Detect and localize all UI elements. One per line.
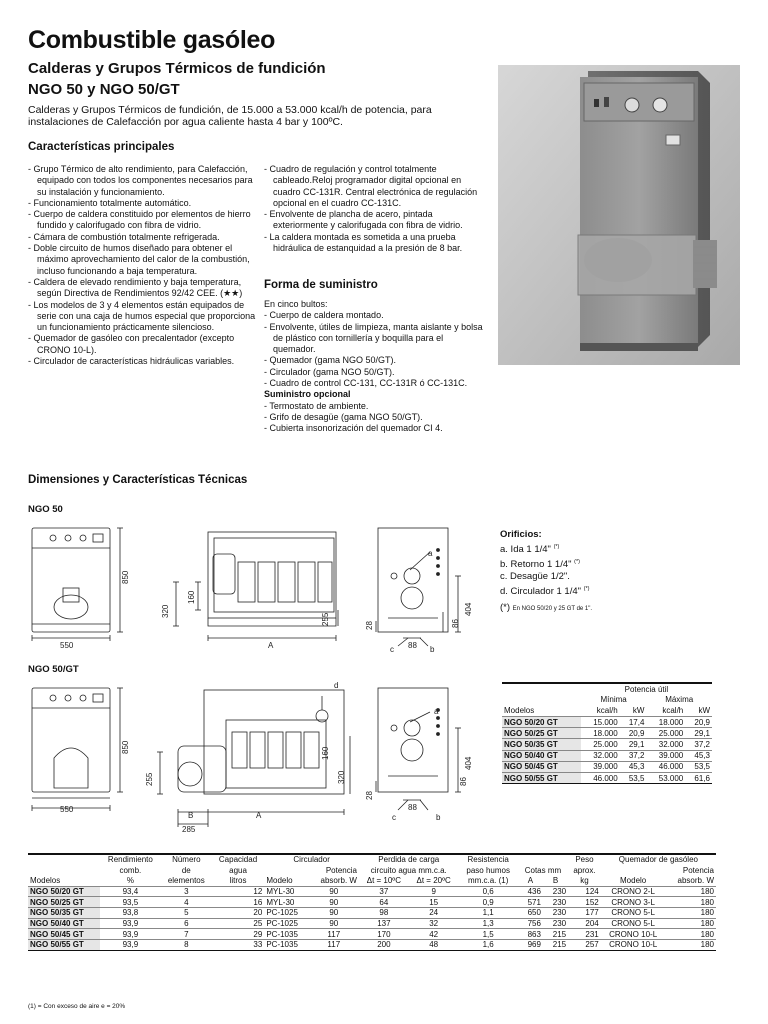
dim-285: 285 <box>182 825 196 834</box>
list-item: - Los modelos de 3 y 4 elementos están equipados de serie con una caja de humos especial que proporciona un funcionamiento prácticamente silencioso. <box>28 300 260 334</box>
value-cell: 17,4 <box>628 717 645 727</box>
dim-88: 88 <box>408 641 417 650</box>
value-cell: 1,5 <box>482 929 494 939</box>
col-header: Perdida de carga <box>378 855 440 865</box>
boiler-illustration <box>498 65 740 365</box>
main-spec-table <box>28 853 716 951</box>
value-cell: 152 <box>585 897 599 907</box>
value-cell: 650 <box>527 908 541 918</box>
value-cell: 571 <box>527 897 541 907</box>
value-cell: 53,5 <box>628 773 645 783</box>
model-cell: NGO 50/40 GT <box>28 918 100 929</box>
value-cell: 64 <box>379 897 389 907</box>
dim-550: 550 <box>60 641 74 650</box>
col-header: kW <box>698 706 710 716</box>
max-label: Máxima <box>665 695 694 705</box>
dimensions-heading: Dimensiones y Características Técnicas <box>28 474 248 486</box>
list-item: - Caldera de elevado rendimiento y baja temperatura, según Directiva de Rendimientos 92/42 CEE. (★★) <box>28 277 260 300</box>
supply-heading: Forma de suministro <box>264 279 378 291</box>
product-photo <box>498 65 740 365</box>
table-row <box>28 907 716 918</box>
value-cell: 180 <box>700 918 714 928</box>
col-header: Modelos <box>504 706 535 716</box>
col-header: Quemador de gasóleo <box>618 855 698 865</box>
dim-86: 86 <box>459 777 468 786</box>
col-header: agua <box>229 865 247 875</box>
power-table <box>502 682 712 784</box>
value-cell: 6 <box>184 918 189 928</box>
value-cell: 15 <box>429 897 439 907</box>
table-row <box>28 940 716 951</box>
value-cell: 180 <box>700 908 714 918</box>
value-cell: 230 <box>552 886 567 896</box>
list-item: - Circulador de características hidráulicas variables. <box>28 356 260 367</box>
value-cell: 4 <box>184 897 189 907</box>
model-cell: NGO 50/20 GT <box>28 886 100 897</box>
value-cell: 1,1 <box>482 908 494 918</box>
value-cell: 180 <box>700 940 714 950</box>
dim-255: 255 <box>145 772 154 786</box>
value-cell: 93,4 <box>122 886 139 896</box>
value-cell: 32.000 <box>593 751 618 761</box>
features-list-right <box>264 164 486 254</box>
dim-28: 28 <box>365 621 374 630</box>
list-item: - Cuadro de control CC-131, CC-131R ó CC-131C. <box>264 378 486 389</box>
value-cell: 46.000 <box>593 773 618 783</box>
col-header: absorb. W <box>320 875 357 885</box>
col-header: mm.c.a. (1) <box>467 875 509 885</box>
list-item: - Grupo Térmico de alto rendimiento, para Calefacción, equipado con todos los componentes necesarios para su instalación y funcionamiento. <box>28 164 260 198</box>
value-cell: 180 <box>700 929 714 939</box>
value-cell: 204 <box>585 918 599 928</box>
dim-550: 550 <box>60 805 74 814</box>
value-cell: CRONO 3-L <box>611 897 655 907</box>
value-cell: 1,3 <box>482 918 494 928</box>
ngo50gt-drawings <box>28 676 498 834</box>
value-cell: 1,6 <box>482 940 494 950</box>
value-cell: 93,5 <box>122 897 139 907</box>
dim-a: A <box>256 811 262 820</box>
value-cell: CRONO 2-L <box>611 886 655 896</box>
col-header: kcal/h <box>662 706 684 716</box>
col-header: Resistencia <box>467 855 509 865</box>
model-cell: NGO 50/45 GT <box>502 761 581 772</box>
value-cell: 20 <box>253 908 263 918</box>
value-cell: 8 <box>184 940 189 950</box>
model-cell: NGO 50/55 GT <box>502 773 581 784</box>
value-cell: 53,5 <box>694 762 710 772</box>
orifice-item: a. Ida 1 1/4" (*) <box>500 544 560 556</box>
value-cell: 177 <box>585 908 599 918</box>
col-header: B <box>552 875 559 885</box>
value-cell: 863 <box>527 929 541 939</box>
model-cell: NGO 50/45 GT <box>28 929 100 940</box>
col-header: Δt = 10ºC <box>366 875 401 885</box>
optional-list <box>264 401 486 435</box>
table-row <box>502 739 712 750</box>
dim-160: 160 <box>187 590 196 604</box>
model-cell: NGO 50/20 GT <box>502 717 581 728</box>
table-row <box>28 897 716 908</box>
dim-255: 255 <box>321 612 330 626</box>
value-cell: 257 <box>585 940 599 950</box>
model-cell: NGO 50/25 GT <box>28 897 100 908</box>
value-cell: 29 <box>253 929 263 939</box>
dim-404: 404 <box>464 602 473 616</box>
col-header: kg <box>580 875 589 885</box>
value-cell: 230 <box>552 908 567 918</box>
table-row <box>502 761 712 772</box>
value-cell: 9 <box>431 886 436 896</box>
col-header: Modelo <box>620 875 647 885</box>
col-header: Número <box>172 855 201 865</box>
orifice-item: c. Desagüe 1/2". <box>500 571 570 583</box>
intro-text: Calderas y Grupos Térmicos de fundición, de 15.000 a 53.000 kcal/h de potencia, para instalaciones de Calefacción por agua caliente hasta 4 bar y 100ºC. <box>28 104 432 128</box>
value-cell: MYL-30 <box>266 897 295 907</box>
list-item: - Doble circuito de humos diseñado para obtener el máximo aprovechamiento del calor de la combustión, incluso funcionando a baja temperatura. <box>28 243 260 277</box>
value-cell: 12 <box>253 886 263 896</box>
orifices-footnote: (*) En NGO 50/20 y 25 GT de 1". <box>500 602 593 614</box>
value-cell: 33 <box>253 940 263 950</box>
value-cell: 39.000 <box>658 751 684 761</box>
value-cell: 29,1 <box>628 740 645 750</box>
value-cell: 117 <box>327 929 341 939</box>
subtitle-range: Calderas y Grupos Térmicos de fundición <box>28 60 326 77</box>
col-header: Peso <box>575 855 594 865</box>
value-cell: 61,6 <box>694 773 710 783</box>
value-cell: CRONO 10-L <box>609 929 658 939</box>
value-cell: PC-1025 <box>266 918 298 928</box>
value-cell: 37,2 <box>694 740 710 750</box>
value-cell: 45,3 <box>628 762 645 772</box>
col-header: Capacidad <box>218 855 258 865</box>
list-item: - Cuerpo de caldera montado. <box>264 310 486 321</box>
value-cell: 231 <box>585 929 599 939</box>
label-a: a <box>428 549 433 558</box>
value-cell: 170 <box>377 929 391 939</box>
value-cell: 18.000 <box>593 728 618 738</box>
model-cell: NGO 50/35 GT <box>28 907 100 918</box>
col-header: paso humos <box>466 865 510 875</box>
ngo50-drawings <box>28 522 498 654</box>
col-header: absorb. W <box>677 875 714 885</box>
value-cell: 756 <box>527 918 541 928</box>
label-c: c <box>392 813 396 822</box>
value-cell: 93,8 <box>122 908 139 918</box>
dim-28: 28 <box>365 791 374 800</box>
table-row <box>28 918 716 929</box>
list-item: - Cámara de combustión totalmente refrigerada. <box>28 232 260 243</box>
value-cell: 124 <box>585 886 599 896</box>
value-cell: CRONO 5-L <box>611 908 655 918</box>
list-item: - Quemador de gasóleo con precalentador (excepto CRONO 10-L). <box>28 333 260 356</box>
list-item: - Termostato de ambiente. <box>264 401 486 412</box>
value-cell: 0,9 <box>482 897 494 907</box>
supply-list <box>264 310 486 389</box>
col-header: de <box>181 865 191 875</box>
table-row <box>502 717 712 728</box>
dim-160: 160 <box>321 746 330 760</box>
col-header: Potencia <box>325 865 357 875</box>
value-cell: 20,9 <box>694 717 710 727</box>
ngo50gt-label: NGO 50/GT <box>28 664 79 675</box>
value-cell: 436 <box>527 886 541 896</box>
list-item: - Quemador (gama NGO 50/GT). <box>264 355 486 366</box>
col-header: Potencia <box>682 865 714 875</box>
value-cell: 137 <box>377 918 391 928</box>
value-cell: 90 <box>329 908 339 918</box>
features-list-left <box>28 164 260 367</box>
list-item: - Envolvente, útiles de limpieza, manta aislante y bolsa de plástico con tornillería y boquilla para el quemador. <box>264 322 486 356</box>
value-cell: 53.000 <box>658 773 684 783</box>
value-cell: 37,2 <box>628 751 645 761</box>
col-header: litros <box>229 875 247 885</box>
value-cell: 46.000 <box>658 762 684 772</box>
list-item: - La caldera montada es sometida a una prueba hidráulica de estanquidad a la presión de 8 bar. <box>264 232 486 255</box>
value-cell: 25 <box>253 918 263 928</box>
features-heading: Características principales <box>28 141 175 153</box>
value-cell: 215 <box>552 940 567 950</box>
col-header: comb. <box>119 865 142 875</box>
list-item: - Cuadro de regulación y control totalmente cableado.Reloj programador digital opcional en cuadro CC-131R. Central electrónica de regulación opcional en el cuadro CC-131C. <box>264 164 486 209</box>
power-group-header: Potencia útil <box>624 684 669 694</box>
value-cell: PC-1025 <box>266 908 298 918</box>
value-cell: 39.000 <box>593 762 618 772</box>
value-cell: 25.000 <box>658 728 684 738</box>
value-cell: 5 <box>184 908 189 918</box>
value-cell: 32 <box>429 918 439 928</box>
value-cell: 98 <box>379 908 389 918</box>
col-header: kcal/h <box>596 706 618 716</box>
value-cell: 215 <box>552 929 567 939</box>
list-item: - Cuerpo de caldera constituido por elementos de hierro fundido y calorifugado con fibra de vidrio. <box>28 209 260 232</box>
value-cell: 45,3 <box>694 751 710 761</box>
col-header: Modelo <box>266 875 293 885</box>
col-header: circuito agua mm.c.a. <box>370 865 447 875</box>
model-cell: NGO 50/40 GT <box>502 750 581 761</box>
dim-320: 320 <box>161 604 170 618</box>
value-cell: 180 <box>700 897 714 907</box>
page-title: Combustible gasóleo <box>28 26 276 54</box>
ngo50-label: NGO 50 <box>28 504 63 515</box>
value-cell: 200 <box>377 940 391 950</box>
value-cell: CRONO 10-L <box>609 940 658 950</box>
label-b: b <box>430 645 435 654</box>
value-cell: PC-1035 <box>266 940 298 950</box>
min-label: Mínima <box>600 695 627 705</box>
value-cell: 93,9 <box>122 929 139 939</box>
col-header: Modelos <box>30 875 61 885</box>
value-cell: 93,9 <box>122 918 139 928</box>
model-cell: NGO 50/55 GT <box>28 940 100 951</box>
value-cell: 0,6 <box>482 886 494 896</box>
value-cell: 29,1 <box>694 728 710 738</box>
value-cell: 230 <box>552 897 567 907</box>
table-row <box>28 886 716 897</box>
dim-b: B <box>188 811 194 820</box>
col-header: A <box>527 875 534 885</box>
orifice-item: b. Retorno 1 1/4" (*) <box>500 559 580 571</box>
orifice-item: d. Circulador 1 1/4" (*) <box>500 586 590 598</box>
table-row <box>502 728 712 739</box>
col-header: Rendimiento <box>107 855 153 865</box>
value-cell: 3 <box>184 886 189 896</box>
value-cell: 48 <box>429 940 439 950</box>
value-cell: 18.000 <box>658 717 684 727</box>
label-a: a <box>434 707 439 716</box>
orifices-block <box>500 529 740 615</box>
model-cell: NGO 50/25 GT <box>502 728 581 739</box>
value-cell: PC-1035 <box>266 929 298 939</box>
bottom-footnote: (1) = Con exceso de aire e = 20% <box>28 1003 126 1010</box>
dim-320: 320 <box>337 770 346 784</box>
label-c: c <box>390 645 394 654</box>
value-cell: 969 <box>527 940 541 950</box>
value-cell: 90 <box>329 918 339 928</box>
orifices-heading: Orificios: <box>500 529 542 540</box>
list-item: - Funcionamiento totalmente automático. <box>28 198 260 209</box>
value-cell: CRONO 5-L <box>611 918 655 928</box>
value-cell: 24 <box>429 908 439 918</box>
model-cell: NGO 50/35 GT <box>502 739 581 750</box>
table-row <box>502 773 712 784</box>
dim-850: 850 <box>121 570 130 584</box>
value-cell: 20,9 <box>628 728 645 738</box>
value-cell: 93,9 <box>122 940 139 950</box>
col-header: kW <box>632 706 645 716</box>
list-item: - Grifo de desagüe (gama NGO 50/GT). <box>264 412 486 423</box>
col-header: % <box>126 875 134 885</box>
col-header: Cotas mm <box>524 865 562 875</box>
list-item: - Cubierta insonorización del quemador CI 4. <box>264 423 486 434</box>
dim-a: A <box>268 641 274 650</box>
table-row <box>502 750 712 761</box>
col-header: elementos <box>167 875 205 885</box>
dim-404: 404 <box>464 756 473 770</box>
subtitle-models: NGO 50 y NGO 50/GT <box>28 81 180 98</box>
optional-heading: Suministro opcional <box>264 389 351 400</box>
value-cell: 25.000 <box>593 740 618 750</box>
value-cell: MYL-30 <box>266 886 295 896</box>
label-d: d <box>334 681 339 690</box>
value-cell: 15.000 <box>593 717 618 727</box>
value-cell: 32.000 <box>658 740 684 750</box>
value-cell: 90 <box>329 897 339 907</box>
dim-88: 88 <box>408 803 417 812</box>
col-header: Δt = 20ºC <box>416 875 451 885</box>
list-item: - Envolvente de plancha de acero, pintada exteriormente y calorifugada con fibra de vidrio. <box>264 209 486 232</box>
dim-86: 86 <box>451 619 460 628</box>
table-row <box>28 929 716 940</box>
label-b: b <box>436 813 441 822</box>
value-cell: 117 <box>327 940 341 950</box>
col-header: Circulador <box>293 855 330 865</box>
value-cell: 7 <box>184 929 189 939</box>
value-cell: 42 <box>429 929 439 939</box>
col-header: aprox. <box>573 865 596 875</box>
list-item: - Circulador (gama NGO 50/GT). <box>264 367 486 378</box>
value-cell: 180 <box>700 886 714 896</box>
dim-850: 850 <box>121 740 130 754</box>
supply-intro: En cinco bultos: <box>264 299 328 309</box>
value-cell: 90 <box>329 886 339 896</box>
supply-block <box>264 299 486 435</box>
value-cell: 37 <box>379 886 389 896</box>
value-cell: 230 <box>552 918 567 928</box>
value-cell: 16 <box>253 897 263 907</box>
